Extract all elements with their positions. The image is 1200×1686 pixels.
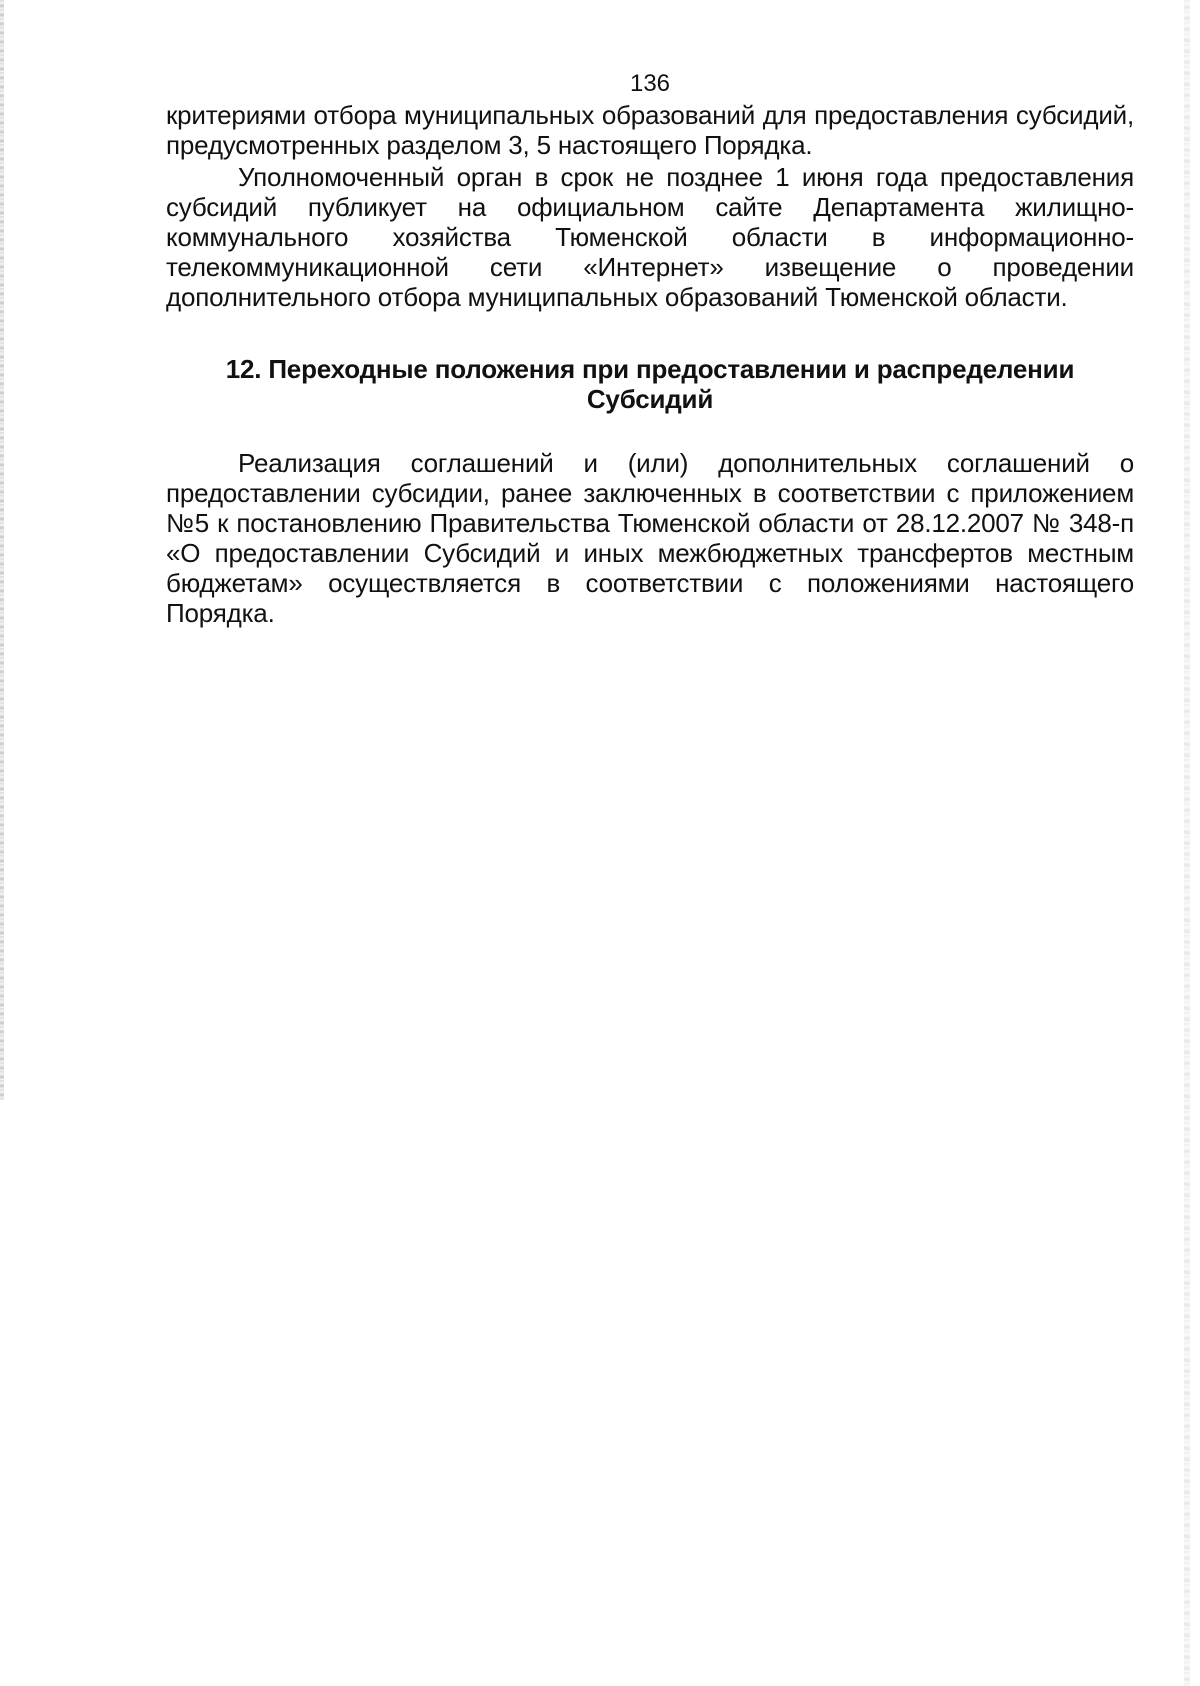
section-title-line-2: Субсидий bbox=[586, 384, 714, 414]
section-title-line-1: 12. Переходные положения при предоставлении и распределении bbox=[225, 354, 1075, 384]
section-title bbox=[166, 354, 1134, 414]
paragraph-continuation: критериями отбора муниципальных образований для предоставления субсидий, предусмотренных разделом 3, 5 настоящего Порядка. bbox=[166, 100, 1134, 160]
paragraph-transitional: Реализация соглашений и (или) дополнительных соглашений о предоставлении субсидии, ранее заключенных в соответствии с приложением №5 к постановлению Правительства Тюменской области от 28.12.2007 № 348-п «О предоставлении Субсидий и иных межбюджетных трансфертов местным бюджетам» осуществляется в соответствии с положениями настоящего Порядка. bbox=[166, 448, 1134, 628]
document-body bbox=[166, 100, 1134, 628]
scan-edge-left bbox=[0, 0, 4, 1100]
scan-edge-right bbox=[1184, 0, 1190, 1686]
page-number: 136 bbox=[629, 70, 671, 97]
section-body bbox=[166, 448, 1134, 628]
paragraph-authorized-body: Уполномоченный орган в срок не позднее 1 июня года предоставления субсидий публикует на официальном сайте Департамента жилищно-коммунального хозяйства Тюменской области в информационно-телекоммуникационной сети «Интернет» извещение о проведении дополнительного отбора муниципальных образований Тюменской области. bbox=[166, 162, 1134, 312]
